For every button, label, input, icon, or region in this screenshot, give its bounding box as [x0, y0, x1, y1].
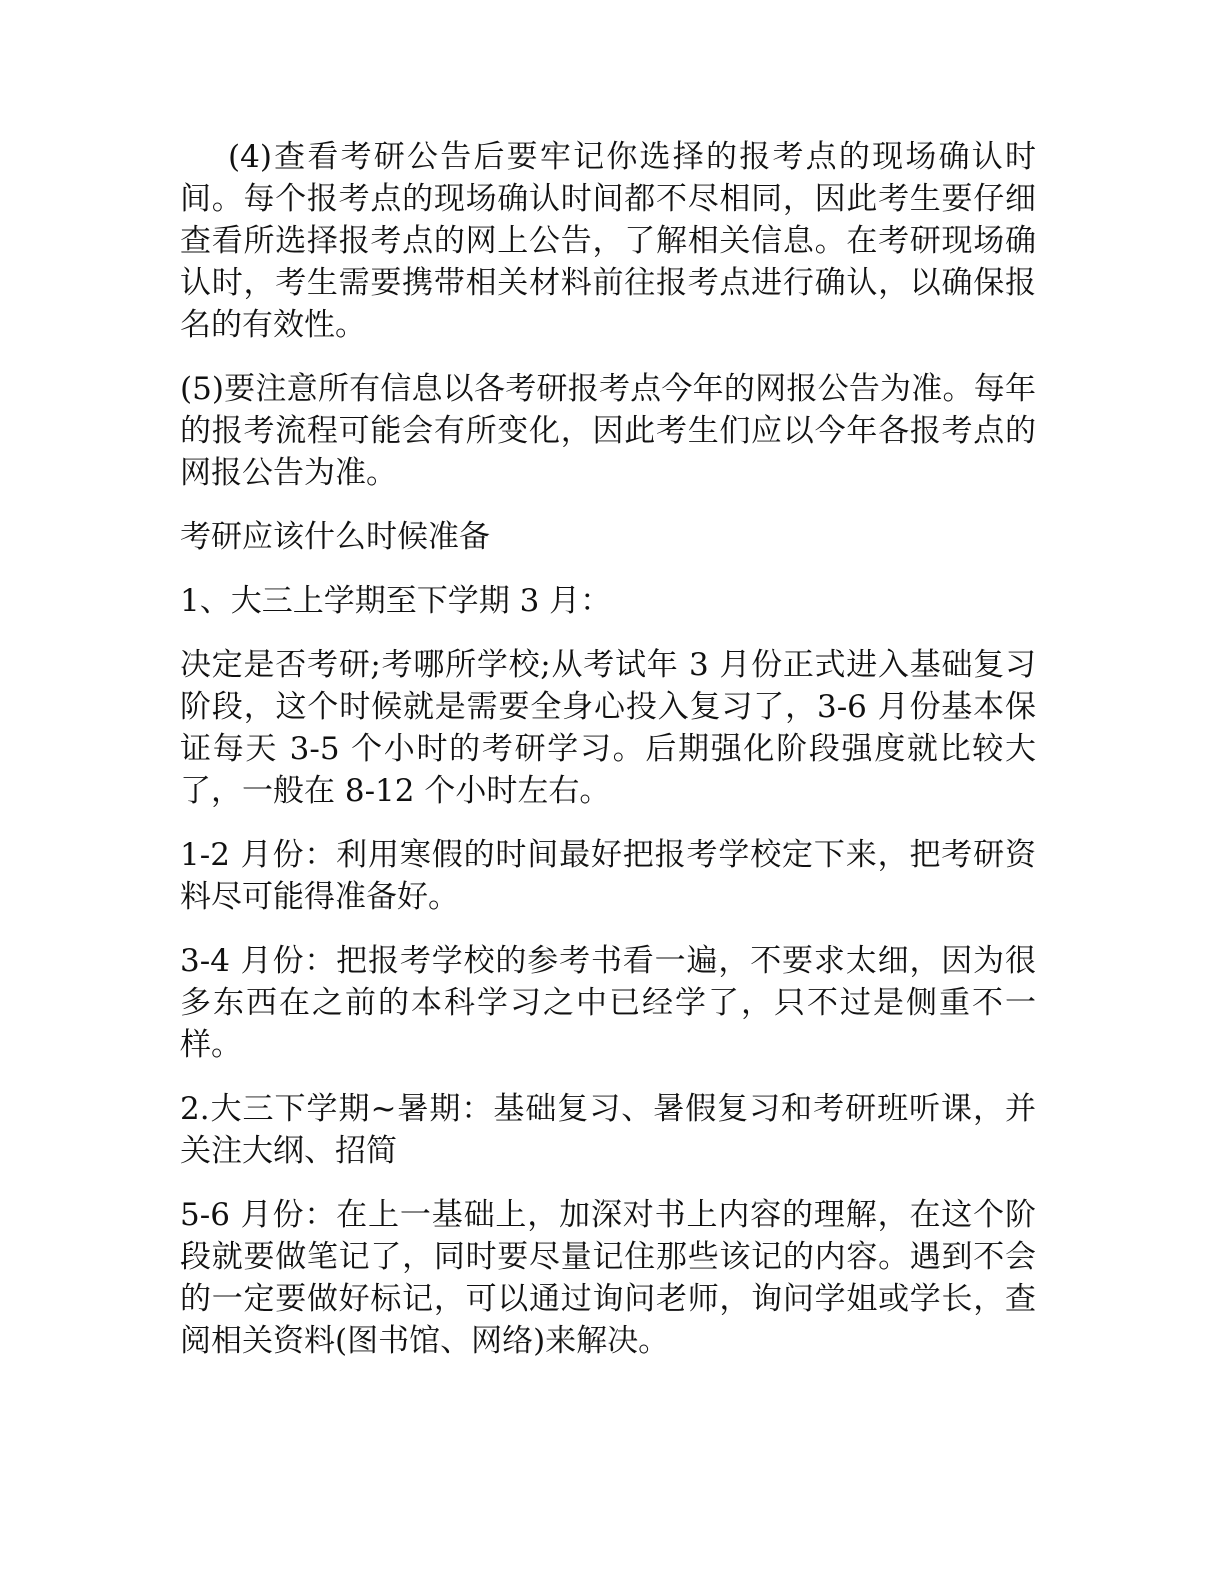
list-item-junior-year-first-semester: 1、大三上学期至下学期 3 月： — [180, 583, 612, 619]
paragraph-announcement-standard: (5)要注意所有信息以各考研报考点今年的网报公告为准。每年的报考流程可能会有所变化，因此考生们应以今年各报考点的网报公告为准。 — [180, 371, 1036, 491]
list-item-junior-year-second-semester: 2.大三下学期~暑期：基础复习、暑假复习和考研班听课，并关注大纲、招简 — [180, 1091, 1036, 1169]
paragraph-decide-and-basic-review: 决定是否考研;考哪所学校;从考试年 3 月份正式进入基础复习阶段，这个时候就是需要全身心投入复习了，3-6 月份基本保证每天 3-5 个小时的考研学习。后期强化阶段强度就比较大了，一般在 8-12 个小时左右。 — [180, 647, 1036, 809]
paragraph-confirmation-time: (4)查看考研公告后要牢记你选择的报考点的现场确认时间。每个报考点的现场确认时间都不尽相同，因此考生要仔细查看所选择报考点的网上公告，了解相关信息。在考研现场确认时，考生需要携带相关材料前往报考点进行确认，以确保报名的有效性。 — [180, 139, 1036, 343]
paragraph-may-jun: 5-6 月份：在上一基础上，加深对书上内容的理解，在这个阶段就要做笔记了，同时要尽量记住那些该记的内容。遇到不会的一定要做好标记，可以通过询问老师，询问学姐或学长，查阅相关资料(图书馆、网络)来解决。 — [180, 1197, 1036, 1359]
section-heading-when-to-prepare: 考研应该什么时候准备 — [180, 519, 490, 555]
paragraph-mar-apr: 3-4 月份：把报考学校的参考书看一遍，不要求太细，因为很多东西在之前的本科学习之中已经学了，只不过是侧重不一样。 — [180, 943, 1036, 1063]
document-body — [180, 136, 1036, 1384]
paragraph-jan-feb: 1-2 月份：利用寒假的时间最好把报考学校定下来，把考研资料尽可能得准备好。 — [180, 837, 1036, 915]
